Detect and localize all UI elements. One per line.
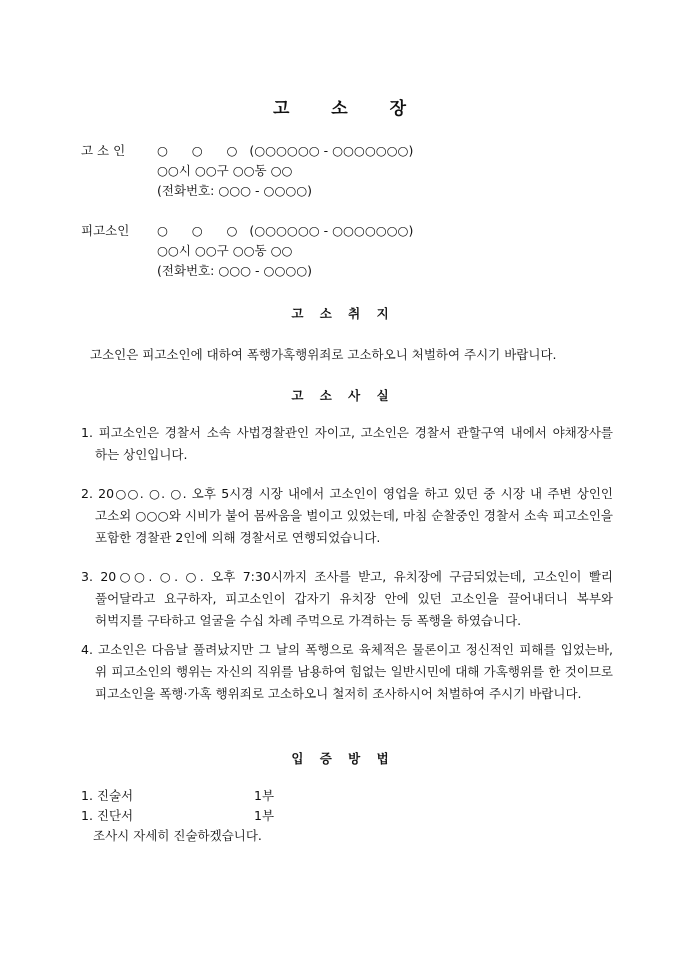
accused-phone: (전화번호: ○○○ - ○○○○) — [157, 263, 313, 278]
evidence-item-label: 1. 진술서 — [81, 788, 134, 803]
evidence-item — [81, 786, 275, 806]
accused-label: 피고소인 — [81, 223, 130, 238]
purpose-text: 고소인은 피고소인에 대하여 폭행가혹행위죄로 고소하오니 처벌하여 주시기 바랍니다. — [90, 347, 557, 362]
evidence-item — [81, 806, 275, 826]
evidence-note: 조사시 자세히 진술하겠습니다. — [93, 828, 262, 843]
fact-item: 3. 20○○. ○. ○. 오후 7:30시까지 조사를 받고, 유치장에 구금되었는데, 고소인이 빨리 풀어달라고 요구하자, 피고소인이 갑자기 유치장 안에 있던 고소인을 끌어내더니 복부와 허벅지를 구타하고 얼굴을 수십 차례 주먹으로 가격하는 등 폭행을 하였습니다. — [81, 569, 613, 628]
fact-item: 4. 고소인은 다음날 풀려났지만 그 날의 폭행으로 육체적은 물론이고 정신적인 피해를 입었는바, 위 피고소인의 행위는 자신의 직위를 남용하여 힘없는 일반시민에 대해 가혹행위를 한 것이므로 피고소인을 폭행·가혹 행위죄로 고소하오니 철저히 조사하시어 처벌하여 주시기 바랍니다. — [81, 642, 613, 701]
accused-address: ○○시 ○○구 ○○동 ○○ — [157, 243, 293, 258]
evidence-item-amount: 1부 — [254, 788, 275, 803]
complainant-address: ○○시 ○○구 ○○동 ○○ — [157, 163, 293, 178]
evidence-item-amount: 1부 — [254, 808, 275, 823]
fact-item: 2. 20○○. ○. ○. 오후 5시경 시장 내에서 고소인이 영업을 하고 있던 중 시장 내 주변 상인인 고소외 ○○○와 시비가 붙어 몸싸움을 벌이고 있었는데, 마침 순찰중인 경찰서 소속 피고소인을 포함한 경찰관 2인에 의해 경찰서로 연행되었습니다. — [81, 486, 613, 545]
evidence-heading: 입 증 방 법 — [291, 751, 389, 766]
complainant-label: 고 소 인 — [81, 143, 126, 158]
evidence-item-label: 1. 진단서 — [81, 808, 134, 823]
facts-heading: 고 소 사 실 — [291, 388, 389, 403]
evidence-list — [81, 786, 275, 846]
accused-name-line: ○ ○ ○ (○○○○○○ - ○○○○○○○) — [157, 223, 414, 238]
document-title: 고 소 장 — [272, 99, 408, 119]
fact-item: 1. 피고소인은 경찰서 소속 사법경찰관인 자이고, 고소인은 경찰서 관할구역 내에서 야채장사를 하는 상인입니다. — [81, 425, 613, 462]
purpose-heading: 고 소 취 지 — [291, 306, 389, 321]
complainant-phone: (전화번호: ○○○ - ○○○○) — [157, 183, 313, 198]
complainant-name-line: ○ ○ ○ (○○○○○○ - ○○○○○○○) — [157, 143, 414, 158]
